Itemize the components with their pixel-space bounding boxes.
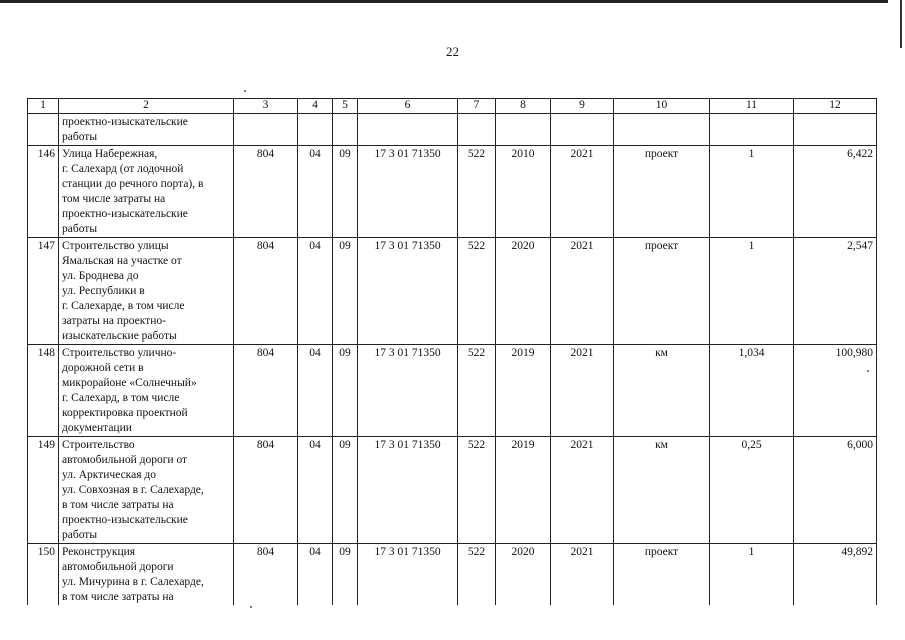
cell-col3: 804 (234, 146, 298, 238)
top-border-line (0, 0, 888, 3)
description-line: проектно-изыскательские (62, 208, 188, 220)
row-number: 147 (28, 238, 59, 345)
description-line: работы (62, 529, 98, 541)
description-line: ул. Мичурина в г. Салехарде, (62, 576, 204, 588)
row-description (59, 437, 234, 544)
row-number (28, 114, 59, 146)
description-line: станции до речного порта), в (62, 178, 204, 190)
row-description (59, 146, 234, 238)
header-cell: 10 (614, 99, 710, 114)
cell-col3: 804 (234, 345, 298, 437)
description-line: Строительство улицы (62, 240, 169, 252)
cell-col9: 2021 (551, 146, 614, 238)
cell-col6 (358, 114, 458, 146)
cell-col9: 2021 (551, 238, 614, 345)
cell-col7: 522 (458, 146, 496, 238)
cell-col12: 6,422 (794, 146, 877, 238)
cell-col7: 522 (458, 437, 496, 544)
description-line: проектно-изыскательские (62, 116, 188, 128)
cell-col7 (458, 114, 496, 146)
description-line: корректировка проектной (62, 407, 188, 419)
cell-col4: 04 (298, 437, 333, 544)
header-cell: 4 (298, 99, 333, 114)
cell-col4: 04 (298, 345, 333, 437)
cell-col3: 804 (234, 238, 298, 345)
description-line: Улица Набережная, (62, 148, 158, 160)
cell-col9: 2021 (551, 437, 614, 544)
cell-col8 (496, 114, 551, 146)
page-number: 22 (446, 44, 459, 59)
description-line: автомобильной дороги (62, 561, 174, 573)
description-line: г. Салехард, в том числе (62, 392, 180, 404)
table-row (28, 114, 877, 146)
cell-col8: 2019 (496, 437, 551, 544)
cell-col6: 17 3 01 71350 (358, 238, 458, 345)
header-cell: 5 (333, 99, 358, 114)
cell-col10: км (614, 345, 710, 437)
description-line: документации (62, 422, 132, 434)
header-cell: 8 (496, 99, 551, 114)
cell-col3: 804 (234, 437, 298, 544)
cell-col6: 17 3 01 71350 (358, 437, 458, 544)
cell-col10 (614, 114, 710, 146)
table-row (28, 437, 877, 544)
cell-col11 (710, 114, 794, 146)
header-cell: 12 (794, 99, 877, 114)
description-line: ул. Республики в (62, 285, 145, 297)
table-row (28, 238, 877, 345)
cell-col10: проект (614, 238, 710, 345)
description-line: в том числе затраты на (62, 499, 174, 511)
cell-col12: 49,892 (794, 544, 877, 606)
cell-col8: 2020 (496, 238, 551, 345)
cell-col9 (551, 114, 614, 146)
cell-col8: 2010 (496, 146, 551, 238)
scan-speck (250, 606, 252, 608)
header-cell: 11 (710, 99, 794, 114)
header-cell: 9 (551, 99, 614, 114)
description-line: Ямальская на участке от (62, 255, 182, 267)
cell-col5: 09 (333, 238, 358, 345)
header-cell: 3 (234, 99, 298, 114)
row-number: 148 (28, 345, 59, 437)
row-number: 150 (28, 544, 59, 606)
cell-col11: 1 (710, 146, 794, 238)
cell-col5: 09 (333, 146, 358, 238)
scan-speck (867, 370, 869, 372)
description-line: г. Салехард (от лодочной (62, 163, 184, 175)
table-header-row (28, 99, 877, 114)
description-line: Строительство (62, 439, 135, 451)
table-row (28, 544, 877, 606)
cell-col5 (333, 114, 358, 146)
table-row (28, 146, 877, 238)
description-line: Реконструкция (62, 546, 136, 558)
row-description (59, 345, 234, 437)
header-cell: 6 (358, 99, 458, 114)
scan-speck (244, 90, 246, 92)
cell-col6: 17 3 01 71350 (358, 345, 458, 437)
description-line: дорожной сети в (62, 362, 144, 374)
cell-col6: 17 3 01 71350 (358, 544, 458, 606)
cell-col7: 522 (458, 544, 496, 606)
cell-col4: 04 (298, 238, 333, 345)
cell-col4 (298, 114, 333, 146)
cell-col11: 1 (710, 238, 794, 345)
cell-col5: 09 (333, 345, 358, 437)
cell-col8: 2019 (496, 345, 551, 437)
description-line: проектно-изыскательские (62, 514, 188, 526)
cell-col4: 04 (298, 146, 333, 238)
cell-col5: 09 (333, 437, 358, 544)
cell-col4: 04 (298, 544, 333, 606)
cell-col7: 522 (458, 345, 496, 437)
cell-col8: 2020 (496, 544, 551, 606)
cell-col11: 0,25 (710, 437, 794, 544)
description-line: Строительство улично- (62, 347, 177, 359)
cell-col10: км (614, 437, 710, 544)
cell-col12: 2,547 (794, 238, 877, 345)
description-line: ул. Броднева до (62, 270, 139, 282)
cell-col6: 17 3 01 71350 (358, 146, 458, 238)
cell-col5: 09 (333, 544, 358, 606)
cell-col12 (794, 114, 877, 146)
description-line: автомобильной дороги от (62, 454, 188, 466)
row-number: 149 (28, 437, 59, 544)
cell-col10: проект (614, 544, 710, 606)
right-border-line (900, 0, 902, 48)
cell-col9: 2021 (551, 345, 614, 437)
description-line: работы (62, 223, 98, 235)
cell-col12: 100,980 (794, 345, 877, 437)
cell-col10: проект (614, 146, 710, 238)
description-line: работы (62, 131, 98, 143)
cell-col12: 6,000 (794, 437, 877, 544)
header-cell: 1 (28, 99, 59, 114)
description-line: микрорайоне «Солнечный» (62, 377, 197, 389)
row-description (59, 238, 234, 345)
cell-col11: 1,034 (710, 345, 794, 437)
header-cell: 2 (59, 99, 234, 114)
description-line: затраты на проектно- (62, 315, 166, 327)
description-line: ул. Совхозная в г. Салехарде, (62, 484, 204, 496)
header-cell: 7 (458, 99, 496, 114)
data-table (27, 98, 877, 605)
table-row (28, 345, 877, 437)
description-line: том числе затраты на (62, 193, 166, 205)
cell-col11: 1 (710, 544, 794, 606)
cell-col3 (234, 114, 298, 146)
description-line: г. Салехарде, в том числе (62, 300, 185, 312)
cell-col3: 804 (234, 544, 298, 606)
description-line: ул. Арктическая до (62, 469, 156, 481)
cell-col9: 2021 (551, 544, 614, 606)
row-description (59, 114, 234, 146)
row-number: 146 (28, 146, 59, 238)
description-line: в том числе затраты на (62, 591, 174, 603)
row-description (59, 544, 234, 606)
description-line: изыскательские работы (62, 330, 177, 342)
cell-col7: 522 (458, 238, 496, 345)
